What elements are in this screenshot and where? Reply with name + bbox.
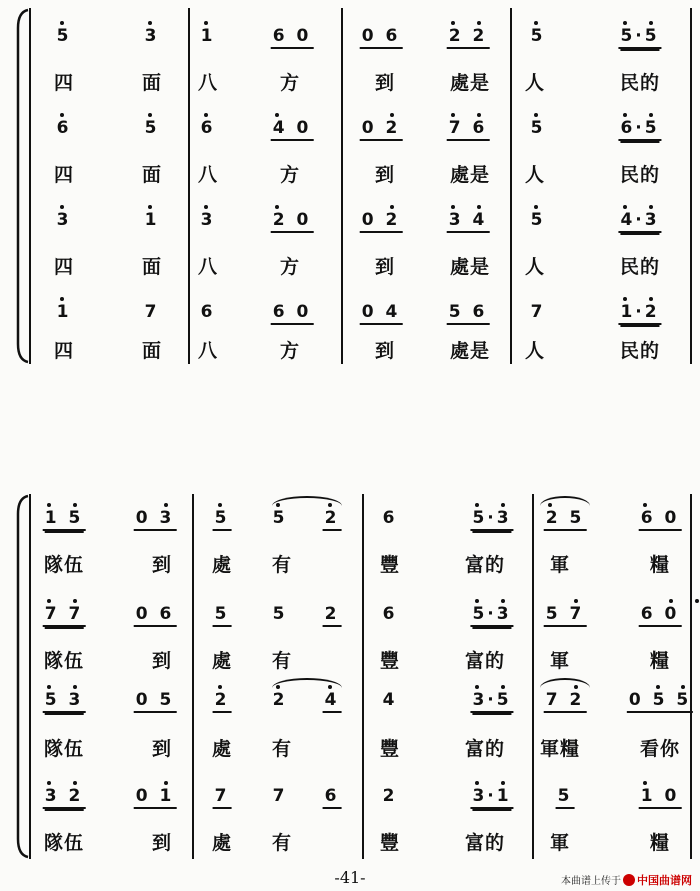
octave-dot (275, 113, 279, 117)
octave-dot (623, 205, 627, 209)
footer-brand: 中国曲谱网 (637, 874, 692, 887)
note-cell: 3·1 (470, 788, 513, 809)
barline (341, 8, 343, 364)
note-cell: 5·3 (470, 606, 513, 627)
octave-dot (695, 599, 699, 603)
note-cell: 1 (200, 26, 216, 46)
note-cell: 5 (213, 606, 232, 627)
lyric-cell: 到 (151, 554, 173, 576)
lyric-cell: 面 (141, 72, 163, 94)
note-cell: 0 2 (360, 120, 403, 141)
octave-dot (574, 685, 578, 689)
octave-dot (148, 113, 152, 117)
octave-dot (451, 205, 455, 209)
note-cell: 6 (56, 118, 72, 138)
site-footer (561, 872, 692, 888)
note-cell: 3 2 (43, 788, 86, 809)
note-cell: 5 (530, 210, 546, 230)
octave-dot (534, 21, 538, 25)
octave-dot (218, 503, 222, 507)
lyric-cell: 人 (524, 164, 546, 186)
note-cell: 1 (56, 302, 72, 322)
octave-dot (73, 781, 77, 785)
barline-end (690, 8, 692, 364)
octave-dot (649, 113, 653, 117)
note-cell: 1·2 (618, 304, 661, 325)
note-cell: 0 5 (134, 692, 177, 713)
octave-dot (47, 781, 51, 785)
lyric-cell: 糧 (649, 650, 671, 672)
note-cell: 5 (530, 26, 546, 46)
lyric-cell: 軍糧 (539, 738, 581, 760)
octave-dot (643, 503, 647, 507)
octave-dot (656, 685, 660, 689)
lyric-cell: 方 (279, 164, 301, 186)
note-cell: 5 3 (43, 692, 86, 713)
octave-dot (60, 21, 64, 25)
octave-dot (534, 205, 538, 209)
octave-dot (623, 113, 627, 117)
note-cell: 4 0 (271, 120, 314, 141)
note-cell: 2 (323, 606, 342, 627)
note-cell: 4 (382, 690, 398, 710)
lyric-cell: 人 (524, 256, 546, 278)
site-logo-icon (623, 874, 635, 886)
lyric-cell: 八 (197, 164, 219, 186)
note-cell: 1 (144, 210, 160, 230)
lyric-cell: 有 (271, 650, 293, 672)
lyric-cell: 到 (374, 256, 396, 278)
note-cell: 3 4 (447, 212, 490, 233)
lyric-cell: 八 (197, 340, 219, 362)
octave-dot (475, 503, 479, 507)
octave-dot (501, 685, 505, 689)
lyric-cell: 到 (374, 72, 396, 94)
lyric-cell: 處 (211, 738, 233, 760)
note-cell: 1 5 (43, 510, 86, 531)
octave-dot (390, 205, 394, 209)
note-cell: 2 0 (271, 212, 314, 233)
lyric-cell: 方 (279, 256, 301, 278)
octave-dot (501, 781, 505, 785)
octave-dot (643, 781, 647, 785)
note-cell: 2 5 (544, 510, 587, 531)
octave-dot (148, 205, 152, 209)
octave-dot (60, 205, 64, 209)
lyric-cell: 方 (279, 340, 301, 362)
lyric-cell: 民的 (619, 164, 661, 186)
octave-dot (501, 599, 505, 603)
lyric-cell: 糧 (649, 554, 671, 576)
note-cell: 7 (272, 786, 288, 806)
note-cell: 5 7 (544, 606, 587, 627)
note-cell: 2 (382, 786, 398, 806)
slur-mark (540, 678, 590, 688)
lyric-cell: 面 (141, 256, 163, 278)
lyric-cell: 四 (53, 72, 75, 94)
note-cell: 7 (530, 302, 546, 322)
note-cell: 6 0 (271, 28, 314, 49)
note-cell: 6 0 (639, 606, 682, 627)
octave-dot (451, 21, 455, 25)
lyric-cell: 人 (524, 72, 546, 94)
note-cell: 7 2 (544, 692, 587, 713)
note-cell: 6 (382, 604, 398, 624)
octave-dot (574, 599, 578, 603)
lyric-cell: 四 (53, 256, 75, 278)
octave-dot (475, 685, 479, 689)
octave-dot (148, 21, 152, 25)
note-cell: 6 (323, 788, 342, 809)
lyric-cell: 豐 (379, 832, 401, 854)
octave-dot (649, 205, 653, 209)
octave-dot (73, 503, 77, 507)
lyric-cell: 人 (524, 340, 546, 362)
lyric-cell: 軍 (549, 650, 571, 672)
lyric-cell: 處 (211, 554, 233, 576)
octave-dot (681, 685, 685, 689)
lyric-cell: 到 (151, 738, 173, 760)
octave-dot (475, 599, 479, 603)
octave-dot (548, 503, 552, 507)
note-cell: 5·3 (470, 510, 513, 531)
lyric-cell: 糧 (649, 832, 671, 854)
octave-dot (623, 21, 627, 25)
barline (532, 494, 534, 859)
note-cell: 6 0 (271, 304, 314, 325)
lyric-cell: 八 (197, 256, 219, 278)
octave-dot (60, 297, 64, 301)
score-system-1 (0, 8, 700, 364)
barline (362, 494, 364, 859)
lyric-cell: 民的 (619, 256, 661, 278)
octave-dot (47, 599, 51, 603)
lyric-cell: 處是 (449, 256, 491, 278)
note-cell: 2 (213, 692, 232, 713)
octave-dot (164, 781, 168, 785)
note-cell: 6·5 (618, 120, 661, 141)
octave-dot (328, 503, 332, 507)
note-cell: 3 (56, 210, 72, 230)
octave-dot (204, 21, 208, 25)
lyric-cell: 隊伍 (43, 554, 85, 576)
octave-dot (73, 685, 77, 689)
lyric-cell: 四 (53, 164, 75, 186)
lyric-cell: 有 (271, 832, 293, 854)
note-cell: 0 3 (134, 510, 177, 531)
octave-dot (477, 205, 481, 209)
lyric-cell: 豐 (379, 554, 401, 576)
note-cell: 2 (323, 510, 342, 531)
system-brace (14, 8, 32, 364)
note-cell: 5 6 (447, 304, 490, 325)
lyric-cell: 軍 (549, 832, 571, 854)
octave-dot (649, 297, 653, 301)
footer-text: 本曲谱上传于 (561, 876, 621, 887)
barline (188, 8, 190, 364)
lyric-cell: 處是 (449, 164, 491, 186)
octave-dot (623, 297, 627, 301)
note-cell: 7 7 (43, 606, 86, 627)
note-cell: 6 (200, 302, 216, 322)
lyric-cell: 看你 (639, 738, 681, 760)
lyric-cell: 到 (374, 340, 396, 362)
lyric-cell: 到 (151, 650, 173, 672)
lyric-cell: 方 (279, 72, 301, 94)
octave-dot (477, 21, 481, 25)
lyric-cell: 處 (211, 650, 233, 672)
note-cell: 0 1 (134, 788, 177, 809)
lyric-cell: 富的 (464, 832, 506, 854)
lyric-cell: 豐 (379, 738, 401, 760)
note-cell: 4 (323, 692, 342, 713)
note-cell: 4·3 (618, 212, 661, 233)
octave-dot (73, 599, 77, 603)
lyric-cell: 面 (141, 340, 163, 362)
note-cell: 0 4 (360, 304, 403, 325)
barline (510, 8, 512, 364)
note-cell: 3 (144, 26, 160, 46)
note-cell: 5 (530, 118, 546, 138)
lyric-cell: 隊伍 (43, 738, 85, 760)
octave-dot (475, 781, 479, 785)
octave-dot (204, 205, 208, 209)
octave-dot (47, 503, 51, 507)
octave-dot (477, 113, 481, 117)
page-number: -41- (334, 868, 366, 887)
barline (192, 494, 194, 859)
note-cell: 5 (213, 510, 232, 531)
lyric-cell: 八 (197, 72, 219, 94)
note-cell: 0 5 5 (627, 692, 693, 713)
octave-dot (669, 599, 673, 603)
octave-dot (47, 685, 51, 689)
note-cell: 0 6 (360, 28, 403, 49)
lyric-cell: 處 (211, 832, 233, 854)
note-cell: 0 2 (360, 212, 403, 233)
note-cell: 6 (382, 508, 398, 528)
octave-dot (451, 113, 455, 117)
note-cell: 3·5 (470, 692, 513, 713)
lyric-cell: 處是 (449, 340, 491, 362)
lyric-cell: 處是 (449, 72, 491, 94)
lyric-cell: 民的 (619, 72, 661, 94)
lyric-cell: 富的 (464, 554, 506, 576)
lyric-cell: 四 (53, 340, 75, 362)
note-cell: 0 6 (134, 606, 177, 627)
lyric-cell: 隊伍 (43, 650, 85, 672)
note-cell: 5 (556, 788, 575, 809)
octave-dot (218, 685, 222, 689)
octave-dot (390, 113, 394, 117)
octave-dot (501, 503, 505, 507)
octave-dot (276, 685, 280, 689)
note-cell: 7 6 (447, 120, 490, 141)
lyric-cell: 隊伍 (43, 832, 85, 854)
octave-dot (276, 503, 280, 507)
note-cell: 5 (272, 604, 288, 624)
lyric-cell: 有 (271, 554, 293, 576)
lyric-cell: 富的 (464, 738, 506, 760)
octave-dot (204, 113, 208, 117)
note-cell: 2 (272, 690, 288, 710)
lyric-cell: 豐 (379, 650, 401, 672)
note-cell: 7 (213, 788, 232, 809)
octave-dot (164, 503, 168, 507)
lyric-cell: 面 (141, 164, 163, 186)
octave-dot (534, 113, 538, 117)
note-cell: 5 (272, 508, 288, 528)
note-cell: 7 (144, 302, 160, 322)
note-cell: 5 (56, 26, 72, 46)
lyric-cell: 有 (271, 738, 293, 760)
note-cell: 1 0 (639, 788, 682, 809)
note-cell: 6 0 (639, 510, 682, 531)
lyric-cell: 軍 (549, 554, 571, 576)
note-cell: 2 2 (447, 28, 490, 49)
score-system-2 (0, 494, 700, 859)
octave-dot (60, 113, 64, 117)
system-brace (14, 494, 32, 859)
lyric-cell: 民的 (619, 340, 661, 362)
note-cell: 3 (200, 210, 216, 230)
lyric-cell: 富的 (464, 650, 506, 672)
lyric-cell: 到 (151, 832, 173, 854)
note-cell: 6 (200, 118, 216, 138)
note-cell: 5 (144, 118, 160, 138)
octave-dot (275, 205, 279, 209)
note-cell: 5·5 (618, 28, 661, 49)
octave-dot (328, 685, 332, 689)
octave-dot (649, 21, 653, 25)
lyric-cell: 到 (374, 164, 396, 186)
barline-end (690, 494, 692, 859)
